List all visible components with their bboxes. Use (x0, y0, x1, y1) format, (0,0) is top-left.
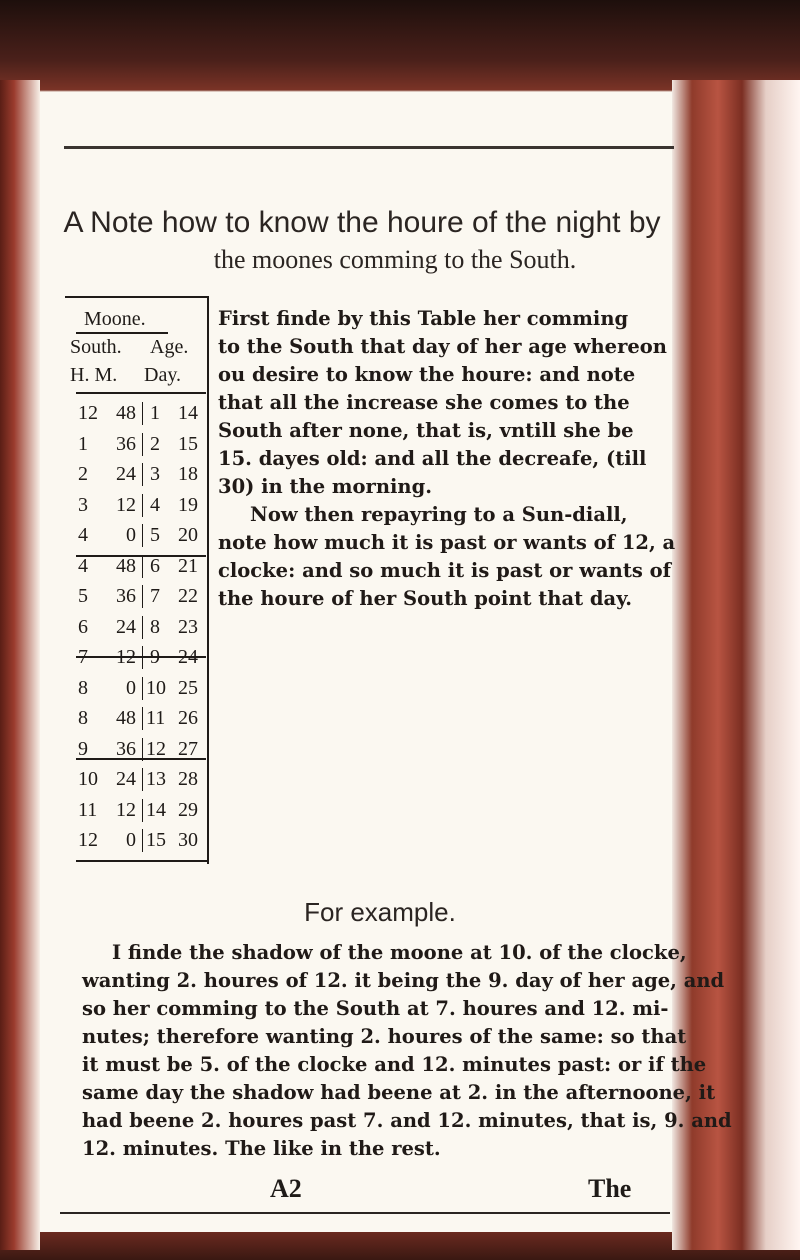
table-row (78, 829, 202, 863)
table-cell-age-day: 7 (142, 585, 164, 608)
bottom-rule (60, 1212, 670, 1214)
table-cell-south-minute: 0 (126, 676, 136, 699)
page-edge-left (0, 80, 40, 1250)
example-line-1: I finde the shadow of the moone at 10. of the clocke, (112, 941, 687, 964)
instruction-line-7: 30) in the morning. (218, 475, 433, 498)
table-rule-1 (76, 332, 168, 334)
table-cell-day-number: 27 (178, 737, 198, 760)
example-line-7: had beene 2. houres past 7. and 12. minutes, that is, 9. and (82, 1109, 732, 1132)
top-rule (64, 146, 674, 149)
table-cell-age-day: 14 (142, 799, 164, 822)
table-cell-day-number: 30 (178, 829, 198, 851)
table-cell-age-day: 13 (142, 768, 164, 791)
example-line-2: wanting 2. houres of 12. it being the 9. day of her age, and (82, 969, 725, 992)
table-cell-south-minute: 0 (126, 524, 136, 546)
example-line-8: 12. minutes. The like in the rest. (82, 1137, 441, 1160)
heading-line-1: A Note how to know the houre of the night by (63, 206, 661, 239)
table-bottom-rule (76, 860, 208, 862)
example-line-4: nutes; therefore wanting 2. houres of the same: so that (82, 1025, 687, 1048)
table-cell-south-minute: 12 (116, 646, 136, 668)
table-row (78, 555, 202, 589)
example-line-5: it must be 5. of the clocke and 12. minutes past: or if the (82, 1053, 707, 1076)
heading-line-2: the moones comming to the South. (213, 245, 577, 274)
table-cell-south-hour: 2 (78, 463, 88, 485)
table-cell-south-minute: 48 (116, 554, 136, 577)
table-cell-south-hour: 11 (78, 798, 98, 821)
table-cell-south-hour: 8 (78, 707, 88, 729)
table-row (78, 677, 202, 711)
table-row (78, 768, 202, 802)
table-cell-day-number: 23 (178, 615, 198, 638)
table-cell-south-minute: 48 (116, 707, 136, 729)
table-cell-day-number: 28 (178, 768, 198, 790)
table-cell-age-day: 11 (142, 707, 164, 730)
table-cell-south-hour: 12 (78, 829, 98, 851)
table-cell-south-hour: 4 (78, 554, 88, 577)
table-cell-day-number: 22 (178, 585, 198, 607)
instruction-line-3: ou desire to know the houre: and note (218, 363, 636, 386)
table-cell-day-number: 24 (178, 646, 198, 668)
table-cell-day-number: 19 (178, 493, 198, 516)
table-cell-age-day: 15 (142, 829, 164, 852)
table-row (78, 646, 202, 680)
instruction-line-9: note how much it is past or wants of 12, a (218, 531, 676, 554)
table-rule-2 (76, 392, 206, 394)
instruction-line-5: South after none, that is, vntill she be (218, 419, 634, 442)
instruction-line-8: Now then repayring to a Sun-diall, (250, 503, 628, 526)
table-row (78, 799, 202, 833)
table-row (78, 463, 202, 497)
printed-leaf (40, 92, 732, 1232)
instruction-line-11: the houre of her South point that day. (218, 587, 633, 610)
table-cell-day-number: 14 (178, 402, 198, 424)
table-cell-south-hour: 12 (78, 402, 98, 424)
example-heading: For example. (304, 897, 456, 927)
table-cell-age-day: 3 (142, 463, 164, 486)
table-cell-south-minute: 48 (116, 402, 136, 424)
table-header-south: South. (70, 336, 122, 358)
instruction-line-2: to the South that day of her age whereon (218, 335, 667, 358)
table-header-age: Age. (150, 336, 189, 358)
instruction-line-10: clocke: and so much it is past or wants of (218, 559, 671, 582)
table-cell-age-day: 2 (142, 433, 164, 456)
example-line-6: same day the shadow had beene at 2. in the afternoone, it (82, 1081, 716, 1104)
table-header-moone: Moone. (84, 308, 146, 330)
table-cell-day-number: 20 (178, 524, 198, 546)
table-cell-age-day: 9 (142, 646, 164, 669)
table-row (78, 585, 202, 619)
table-row (78, 494, 202, 528)
table-cell-south-hour: 5 (78, 585, 88, 607)
table-cell-age-day: 8 (142, 616, 164, 639)
table-cell-south-hour: 9 (78, 737, 88, 760)
table-cell-south-hour: 10 (78, 768, 98, 790)
table-cell-south-hour: 6 (78, 615, 88, 638)
instruction-line-1: First finde by this Table her comming (218, 307, 629, 330)
table-cell-day-number: 18 (178, 463, 198, 485)
table-cell-day-number: 15 (178, 432, 198, 455)
table-cell-day-number: 25 (178, 676, 198, 699)
table-cell-age-day: 5 (142, 524, 164, 547)
table-cell-south-hour: 7 (78, 646, 88, 668)
signature-mark: A2 (270, 1174, 302, 1203)
table-row (78, 738, 202, 772)
table-cell-south-minute: 0 (126, 829, 136, 851)
table-cell-age-day: 4 (142, 494, 164, 517)
table-cell-south-hour: 4 (78, 524, 88, 546)
instruction-line-4: that all the increase she comes to the (218, 391, 630, 414)
table-cell-south-minute: 24 (116, 768, 136, 790)
table-cell-day-number: 21 (178, 554, 198, 577)
table-cell-south-hour: 8 (78, 676, 88, 699)
table-cell-south-minute: 12 (116, 493, 136, 516)
table-cell-south-minute: 24 (116, 463, 136, 485)
table-cell-day-number: 26 (178, 707, 198, 729)
table-row (78, 524, 202, 558)
table-cell-south-minute: 12 (116, 798, 136, 821)
table-cell-age-day: 1 (142, 402, 164, 425)
example-line-3: so her comming to the South at 7. houres and 12. mi- (82, 997, 669, 1020)
table-cell-age-day: 10 (142, 677, 164, 700)
table-cell-south-hour: 3 (78, 493, 88, 516)
table-header-day: Day. (144, 364, 182, 386)
table-cell-age-day: 12 (142, 738, 164, 761)
table-row (78, 433, 202, 467)
table-cell-day-number: 29 (178, 798, 198, 821)
table-cell-south-minute: 24 (116, 615, 136, 638)
table-row (78, 402, 202, 436)
table-cell-south-minute: 36 (116, 737, 136, 760)
table-row (78, 707, 202, 741)
table-header-hm: H. M. (70, 364, 118, 386)
catchword: The (588, 1174, 632, 1203)
table-row (78, 616, 202, 650)
table-cell-south-minute: 36 (116, 585, 136, 607)
table-cell-south-minute: 36 (116, 432, 136, 455)
instruction-line-6: 15. dayes old: and all the decreafe, (till (218, 447, 647, 470)
table-cell-age-day: 6 (142, 555, 164, 578)
table-cell-south-hour: 1 (78, 432, 88, 455)
